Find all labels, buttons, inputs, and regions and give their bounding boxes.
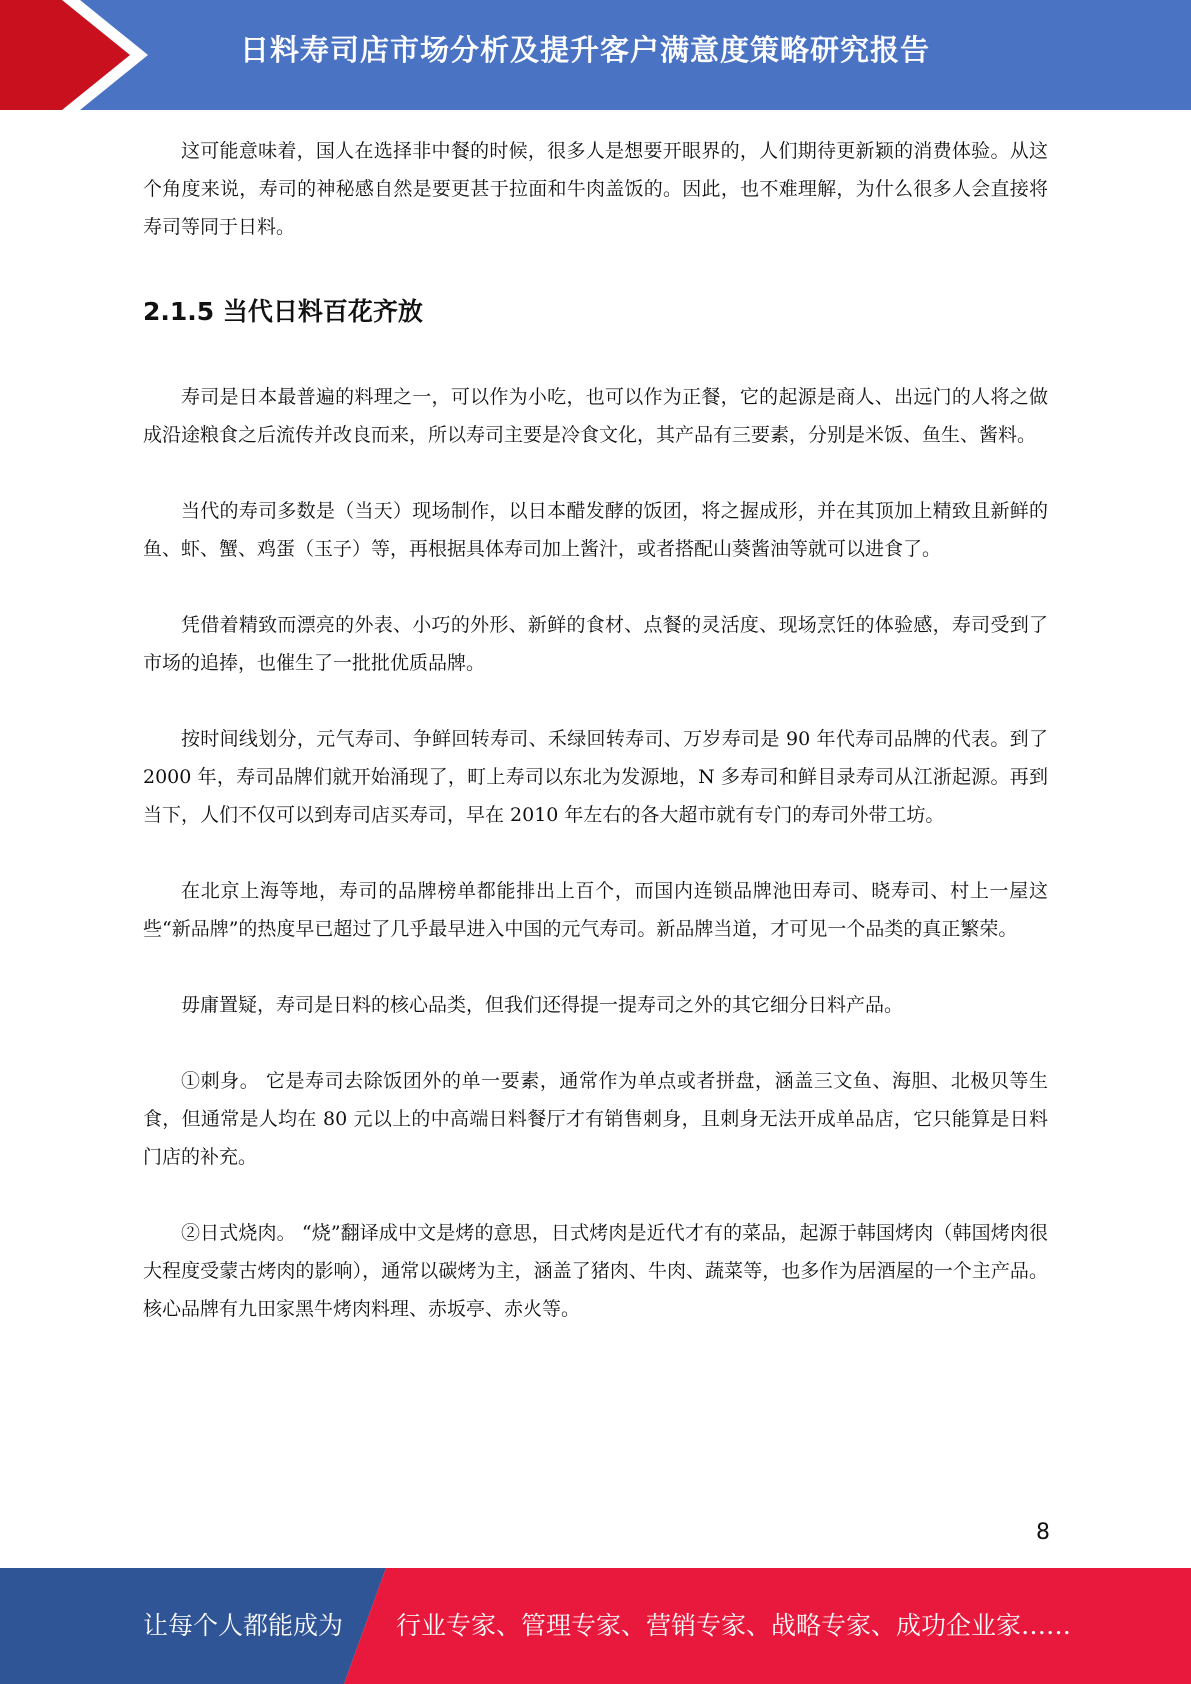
page-footer [0, 1568, 1191, 1684]
paragraph-brand-timeline: 按时间线划分，元气寿司、争鲜回转寿司、禾绿回转寿司、万岁寿司是 90 年代寿司品牌的代表。到了 2000 年，寿司品牌们就开始涌现了，町上寿司以东北为发源地，N 多寿司和鲜目录寿司从江浙起源。再到当下，人们不仅可以到寿司店买寿司，早在 2010 年左右的各大超市就有专门的寿司外带工坊。 [143, 728, 1048, 826]
page-header [0, 0, 1191, 110]
paragraph-core-category: 毋庸置疑，寿司是日料的核心品类，但我们还得提一提寿司之外的其它细分日料产品。 [181, 994, 904, 1016]
paragraph-city-brands: 在北京上海等地，寿司的品牌榜单都能排出上百个，而国内连锁品牌池田寿司、晓寿司、村上一屋这些“新品牌”的热度早已超过了几乎最早进入中国的元气寿司。新品牌当道，才可见一个品类的真正繁荣。 [143, 880, 1048, 940]
paragraph-modern-sushi: 当代的寿司多数是（当天）现场制作，以日本醋发酵的饭团，将之握成形，并在其顶加上精致且新鲜的鱼、虾、蟹、鸡蛋（玉子）等，再根据具体寿司加上酱汁，或者搭配山葵酱油等就可以进食了。 [143, 500, 1048, 560]
section-heading: 2.1.5 当代日料百花齐放 [143, 297, 423, 326]
paragraph-sushi-origin: 寿司是日本最普遍的料理之一，可以作为小吃，也可以作为正餐，它的起源是商人、出远门的人将之做成沿途粮食之后流传并改良而来，所以寿司主要是冷食文化，其产品有三要素，分别是米饭、鱼生、酱料。 [143, 386, 1048, 446]
paragraph-yakiniku: ②日式烧肉。 “烧”翻译成中文是烤的意思，日式烤肉是近代才有的菜品，起源于韩国烤肉（韩国烤肉很大程度受蒙古烤肉的影响），通常以碳烤为主，涵盖了猪肉、牛肉、蔬菜等，也多作为居酒屋的一个主产品。核心品牌有九田家黑牛烤肉料理、赤坂亭、赤火等。 [143, 1222, 1048, 1320]
report-title: 日料寿司店市场分析及提升客户满意度策略研究报告 [240, 33, 931, 67]
paragraph-sashimi: ①刺身。 它是寿司去除饭团外的单一要素，通常作为单点或者拼盘，涵盖三文鱼、海胆、北极贝等生食，但通常是人均在 80 元以上的中高端日料餐厅才有销售刺身，且刺身无法开成单品店，它只能算是日料门店的补充。 [143, 1070, 1048, 1168]
page-number: 8 [1036, 1520, 1050, 1545]
footer-slogan-right: 行业专家、管理专家、营销专家、战略专家、成功企业家…… [396, 1611, 1072, 1640]
document-body [143, 132, 1048, 1328]
paragraph-market-appeal: 凭借着精致而漂亮的外表、小巧的外形、新鲜的食材、点餐的灵活度、现场烹饪的体验感，寿司受到了市场的追捧，也催生了一批批优质品牌。 [143, 614, 1048, 674]
intro-paragraph: 这可能意味着，国人在选择非中餐的时候，很多人是想要开眼界的，人们期待更新颖的消费体验。从这个角度来说，寿司的神秘感自然是要更甚于拉面和牛肉盖饭的。因此，也不难理解，为什么很多人会直接将寿司等同于日料。 [143, 140, 1048, 238]
footer-slogan-left: 让每个人都能成为 [143, 1611, 344, 1640]
